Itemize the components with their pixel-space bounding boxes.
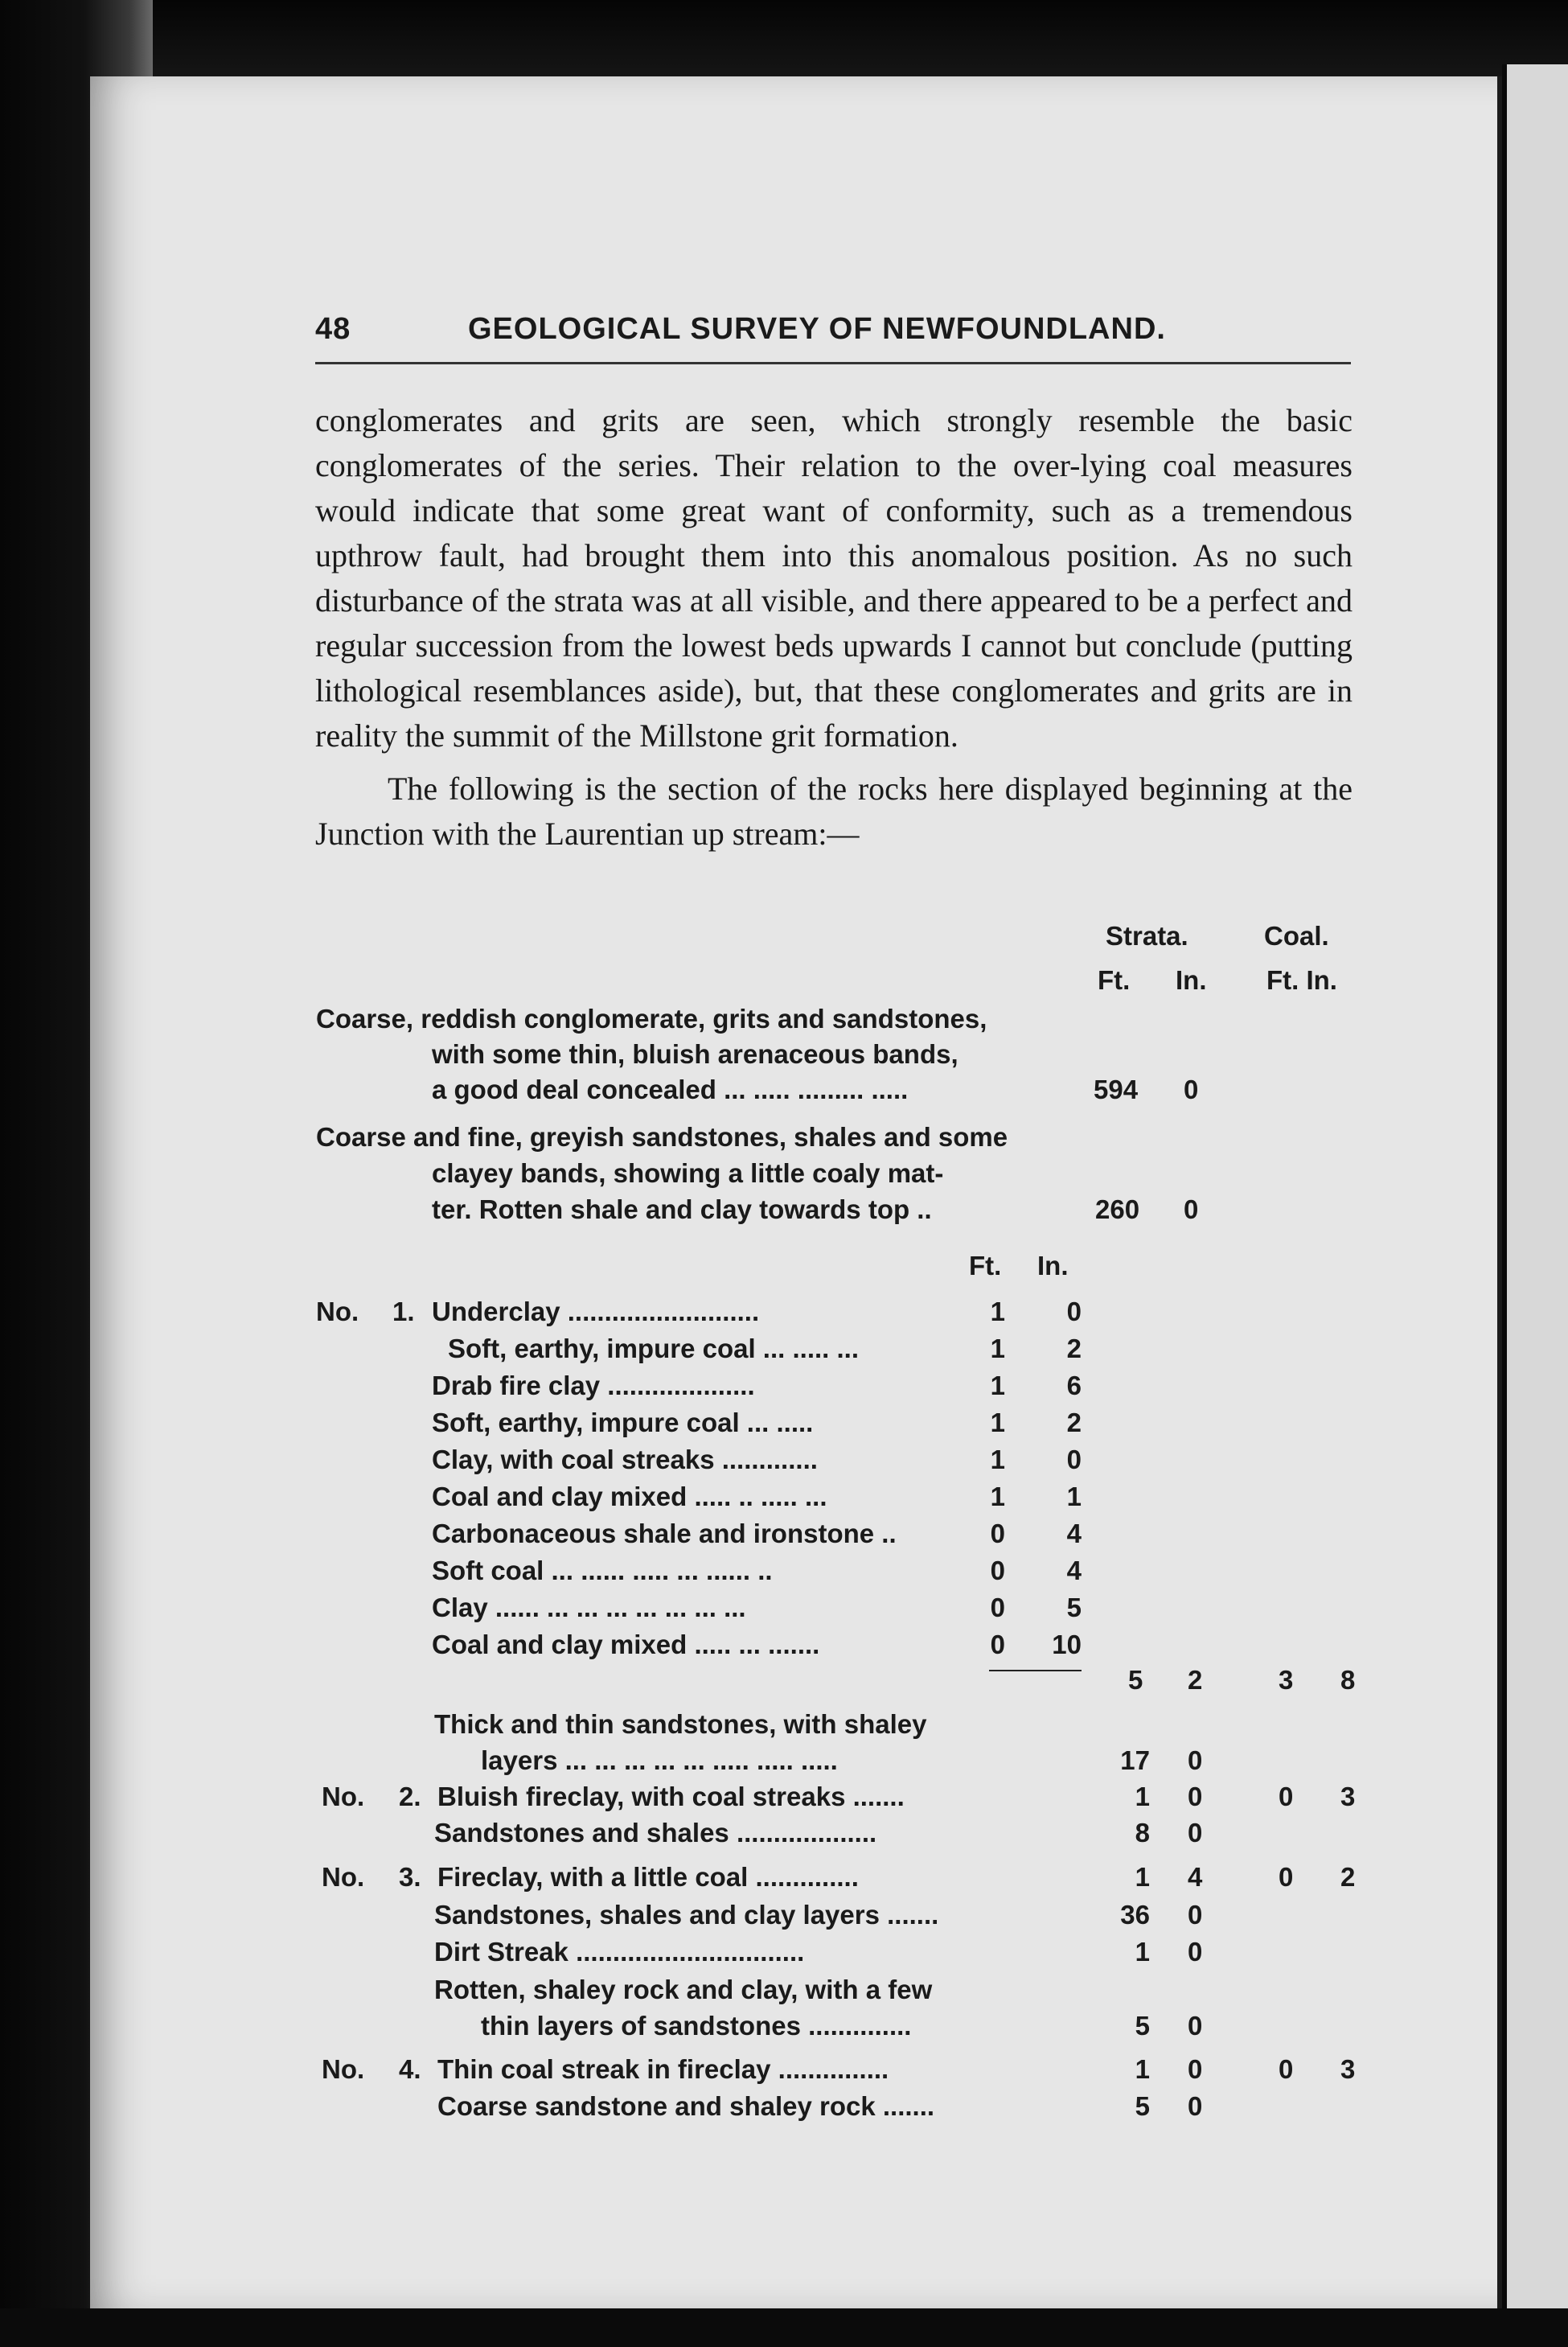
table-row-text: clayey bands, showing a little coaly mat-	[432, 1158, 944, 1188]
table-row-text: Coarse sandstone and shaley rock .......	[437, 2091, 935, 2121]
seam-item-in: 0	[1066, 1445, 1082, 1474]
seam-item-ft: 1	[990, 1297, 1005, 1326]
subtotal-strata-ft: 5	[1128, 1665, 1143, 1695]
seam-ft-head: Ft.	[969, 1251, 1002, 1280]
coal-in-value: 3	[1340, 2054, 1356, 2084]
table-row-text: ter. Rotten shale and clay towards top ..	[432, 1194, 932, 1224]
col-head-strata: Strata.	[1106, 921, 1188, 951]
seam-item-ft: 1	[990, 1408, 1005, 1437]
seam-item-name: Soft, earthy, impure coal ... .....	[432, 1408, 814, 1437]
table-row-text: thin layers of sandstones ..............	[481, 2011, 912, 2041]
subtotal-strata-in: 2	[1188, 1665, 1203, 1695]
paragraph-1: conglomerates and grits are seen, which strongly resemble the basic conglomerates of the series. Their relation to the over-lying coal measures would indicate that some great want of conformity, such as a tremendous upthrow fault, had brought them into this anomalous position. As no such disturbance of the strata was at all visible, and there appeared to be a perfect and regular succession from the lowest beds upwards I cannot but conclude (putting lithological resemblances aside), but, that these conglomerates and grits are in reality the summit of the Millstone grit formation.	[315, 402, 1353, 754]
seam-number-label: No.	[322, 1862, 365, 1892]
coal-in-value: 2	[1340, 1862, 1356, 1892]
seam-item-ft: 0	[990, 1556, 1005, 1585]
table-row-text: Thick and thin sandstones, with shaley	[434, 1709, 927, 1739]
strata-ft-value: 1	[1135, 1862, 1150, 1892]
seam-item-ft: 0	[990, 1519, 1005, 1548]
seam-item-name: Coal and clay mixed ..... .. ..... ...	[432, 1482, 827, 1511]
table-row-text: a good deal concealed ... ..... ......... .....	[432, 1075, 909, 1104]
seam-number: 3.	[399, 1862, 421, 1892]
seam-item-name: Carbonaceous shale and ironstone ..	[432, 1519, 897, 1548]
seam-item-ft: 1	[990, 1445, 1005, 1474]
strata-ft-value: 1	[1135, 2054, 1150, 2084]
table-row-text: Sandstones and shales ...................	[434, 1818, 877, 1848]
strata-in-value: 0	[1188, 2054, 1203, 2084]
strata-in-value: 0	[1188, 2011, 1203, 2041]
strata-in-value: 0	[1184, 1075, 1199, 1104]
table-row-text: Fireclay, with a little coal ..............	[437, 1862, 859, 1892]
strata-ft-value: 594	[1094, 1075, 1139, 1104]
seam-number: 2.	[399, 1782, 421, 1811]
table-row-text: Dirt Streak ...............................	[434, 1937, 805, 1967]
strata-in-value: 4	[1188, 1862, 1203, 1892]
coal-in-value: 3	[1340, 1782, 1356, 1811]
subtotal-coal-in: 8	[1340, 1665, 1356, 1695]
page-title: GEOLOGICAL SURVEY OF NEWFOUNDLAND.	[468, 312, 1166, 346]
strata-in-value: 0	[1188, 1818, 1203, 1848]
strata-ft-value: 260	[1095, 1194, 1140, 1224]
strata-in-value: 0	[1188, 1782, 1203, 1811]
subtotal-coal-ft: 3	[1279, 1665, 1294, 1695]
table-row-text: Coarse and fine, greyish sandstones, shales and some	[316, 1122, 1008, 1152]
strata-in-value: 0	[1188, 1900, 1203, 1930]
strata-in-value: 0	[1188, 1937, 1203, 1967]
seam-number-label: No.	[316, 1297, 359, 1326]
coal-ft-value: 0	[1279, 1862, 1294, 1892]
seam-item-in: 4	[1066, 1519, 1082, 1548]
strata-ft-value: 36	[1120, 1900, 1150, 1930]
seam-item-name: Drab fire clay ....................	[432, 1371, 755, 1400]
seam-item-in: 2	[1066, 1408, 1082, 1437]
seam-item-in: 5	[1066, 1593, 1082, 1622]
table-row-text: with some thin, bluish arenaceous bands,	[432, 1039, 958, 1069]
strata-ft-value: 8	[1135, 1818, 1150, 1848]
strata-in-value: 0	[1188, 2091, 1203, 2121]
seam-item-in: 10	[1052, 1630, 1082, 1659]
seam-item-name: Soft, earthy, impure coal ... ..... ...	[448, 1334, 860, 1363]
seam-item-name: Clay ...... ... ... ... ... ... ... ...	[432, 1593, 746, 1622]
seam-item-ft: 1	[990, 1371, 1005, 1400]
seam-number: 1.	[392, 1297, 415, 1326]
seam-in-head: In.	[1037, 1251, 1069, 1280]
col-head-coal: Coal.	[1264, 921, 1329, 951]
col-head-strata-in: In.	[1176, 965, 1207, 995]
seam-item-name: Clay, with coal streaks .............	[432, 1445, 818, 1474]
page-number: 48	[315, 312, 351, 346]
table-row-text: Rotten, shaley rock and clay, with a few	[434, 1975, 933, 2004]
seam-number-label: No.	[322, 2054, 365, 2084]
seam-number: 4.	[399, 2054, 421, 2084]
seam-item-in: 1	[1066, 1482, 1082, 1511]
table-row-text: Sandstones, shales and clay layers .......	[434, 1900, 939, 1930]
seam-item-in: 2	[1066, 1334, 1082, 1363]
seam-item-name: Underclay ..........................	[432, 1297, 760, 1326]
strata-ft-value: 5	[1135, 2011, 1150, 2041]
strata-in-value: 0	[1184, 1194, 1199, 1224]
seam-item-ft: 1	[990, 1334, 1005, 1363]
strata-ft-value: 5	[1135, 2091, 1150, 2121]
seam-number-label: No.	[322, 1782, 365, 1811]
table-row-text: layers ... ... ... ... ... ..... ..... .....	[481, 1745, 838, 1775]
col-head-coal-ft-in: Ft. In.	[1266, 965, 1337, 995]
coal-ft-value: 0	[1279, 2054, 1294, 2084]
table-row-text: Thin coal streak in fireclay ...............	[437, 2054, 889, 2084]
strata-ft-value: 17	[1120, 1745, 1150, 1775]
table-row-text: Coarse, reddish conglomerate, grits and sandstones,	[316, 1004, 987, 1034]
seam-item-in: 4	[1066, 1556, 1082, 1585]
seam-item-ft: 1	[990, 1482, 1005, 1511]
strata-ft-value: 1	[1135, 1782, 1150, 1811]
seam-item-name: Soft coal ... ...... ..... ... ...... ..	[432, 1556, 773, 1585]
coal-ft-value: 0	[1279, 1782, 1294, 1811]
seam-item-name: Coal and clay mixed ..... ... .......	[432, 1630, 820, 1659]
col-head-strata-ft: Ft.	[1098, 965, 1131, 995]
seam-item-ft: 0	[990, 1630, 1005, 1659]
seam-item-in: 0	[1066, 1297, 1082, 1326]
seam-item-ft: 0	[990, 1593, 1005, 1622]
strata-ft-value: 1	[1135, 1937, 1150, 1967]
strata-in-value: 0	[1188, 1745, 1203, 1775]
table-row-text: Bluish fireclay, with coal streaks .......	[437, 1782, 905, 1811]
seam-item-in: 6	[1066, 1371, 1082, 1400]
paragraph-2: The following is the section of the rocks here displayed beginning at the Junction with the Laurentian up stream:—	[315, 771, 1353, 852]
subtotal-rule	[989, 1670, 1082, 1671]
